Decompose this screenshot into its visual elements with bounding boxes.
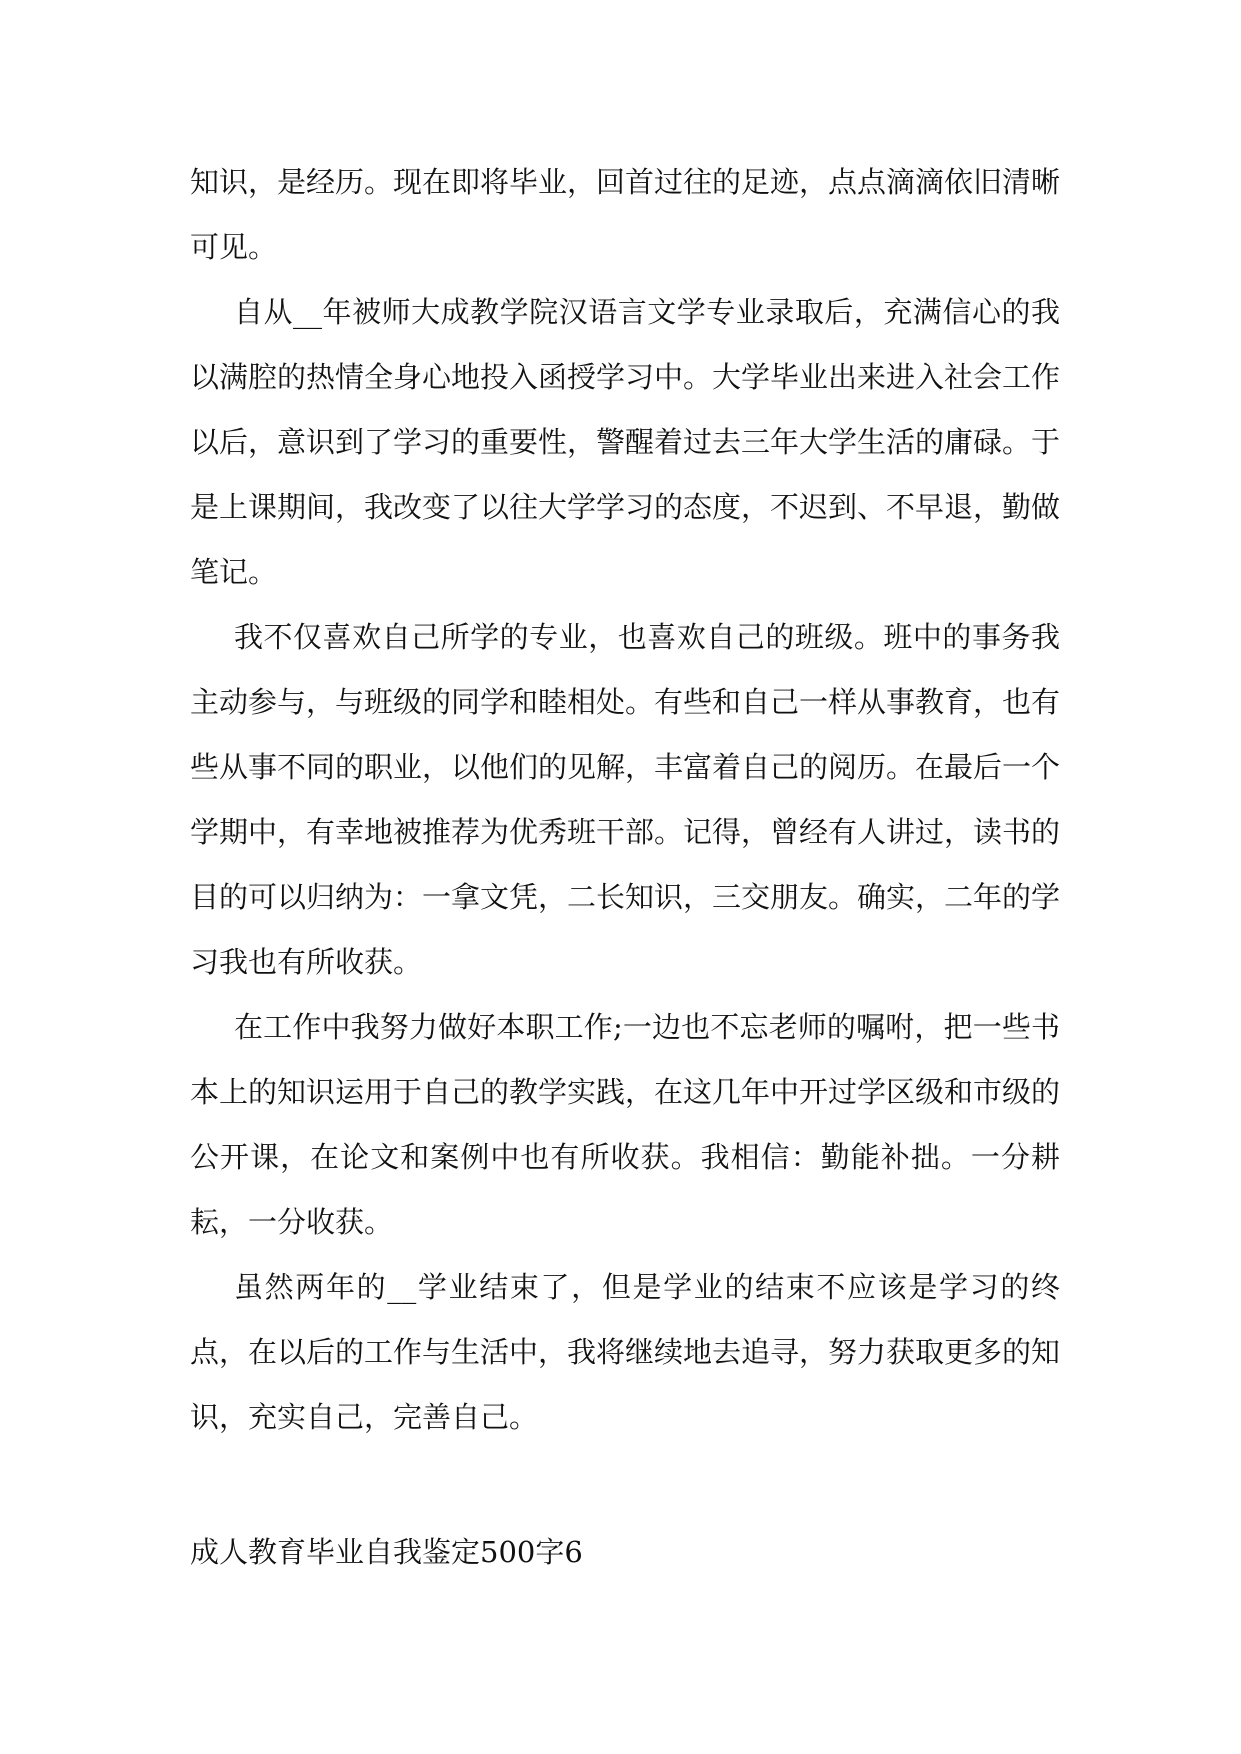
paragraph-continuation: 知识，是经历。现在即将毕业，回首过往的足迹，点点滴滴依旧清晰可见。 (190, 165, 1061, 264)
paragraph-work: 在工作中我努力做好本职工作;一边也不忘老师的嘱咐，把一些书本上的知识运用于自己的教学实践，在这几年中开过学区级和市级的公开课，在论文和案例中也有所收获。我相信：勤能补拙。一分耕耘，一分收获。 (190, 1010, 1061, 1239)
section-title: 成人教育毕业自我鉴定500字6 (190, 1535, 583, 1569)
document-body (190, 150, 1060, 1450)
paragraph-conclusion: 虽然两年的__学业结束了，但是学业的结束不应该是学习的终点，在以后的工作与生活中，我将继续地去追寻，努力获取更多的知识，充实自己，完善自己。 (190, 1270, 1061, 1434)
paragraph-class-life: 我不仅喜欢自己所学的专业，也喜欢自己的班级。班中的事务我主动参与，与班级的同学和睦相处。有些和自己一样从事教育，也有些从事不同的职业，以他们的见解，丰富着自己的阅历。在最后一个学期中，有幸地被推荐为优秀班干部。记得，曾经有人讲过，读书的目的可以归纳为：一拿文凭，二长知识，三交朋友。确实，二年的学习我也有所收获。 (190, 620, 1061, 979)
paragraph-enrollment: 自从__年被师大成教学院汉语言文学专业录取后，充满信心的我以满腔的热情全身心地投入函授学习中。大学毕业出来进入社会工作以后，意识到了学习的重要性，警醒着过去三年大学生活的庸碌。于是上课期间，我改变了以往大学学习的态度，不迟到、不早退，勤做笔记。 (190, 295, 1061, 589)
